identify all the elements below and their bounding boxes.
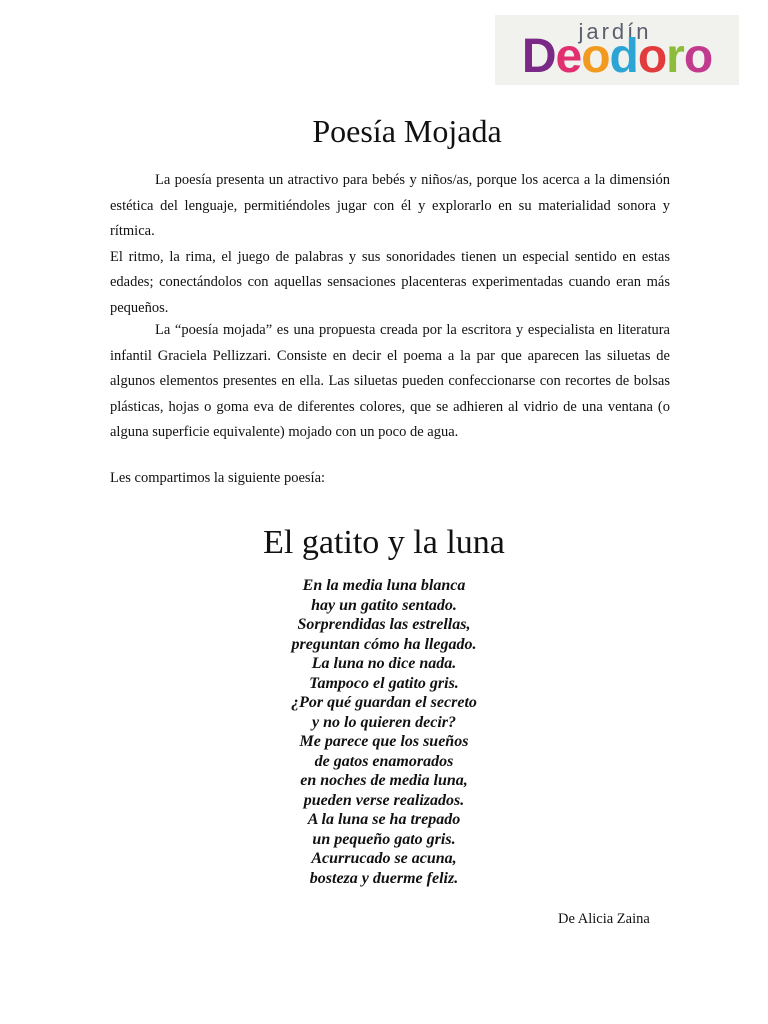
logo-letter: o bbox=[581, 30, 610, 83]
poem-line: un pequeño gato gris. bbox=[312, 830, 456, 848]
poem-line: En la media luna blanca bbox=[302, 577, 466, 594]
poem-line: de gatos enamorados bbox=[314, 752, 454, 770]
poem-line: Acurrucado se acuna, bbox=[311, 850, 457, 867]
poem-title: El gatito y la luna bbox=[263, 524, 505, 561]
poem-line: Me parece que los sueños bbox=[299, 733, 469, 750]
poem-line: en noches de media luna, bbox=[300, 772, 468, 789]
intro-paragraph bbox=[110, 168, 670, 321]
logo-top-text: jardín bbox=[578, 19, 652, 44]
page-title: Poesía Mojada bbox=[312, 113, 502, 149]
logo-letter: o bbox=[637, 30, 667, 83]
logo-letter: D bbox=[521, 30, 556, 83]
logo-letter: o bbox=[683, 30, 713, 83]
poem-body bbox=[0, 576, 768, 888]
logo-letter: d bbox=[609, 30, 638, 83]
paragraph-text: El ritmo, la rima, el juego de palabras y sus sonoridades tienen un especial sentido en estas edades; conectándolos con aquellas sensaciones placenteras experimentadas cuando eran más pequeños. bbox=[110, 248, 670, 316]
poem-line: hay un gatito sentado. bbox=[311, 596, 457, 614]
share-line: Les compartimos la siguiente poesía: bbox=[110, 470, 326, 486]
poem-line: y no lo quieren decir? bbox=[312, 713, 456, 731]
logo-letter: e bbox=[555, 30, 582, 83]
paragraph-text: La poesía presenta un atractivo para bebés y niños/as, porque los acerca a la dimensión estética del lenguaje, permitiéndoles jugar con él y explorarlo en su materialidad sonora y rítmica. bbox=[110, 172, 670, 239]
logo-letter: r bbox=[666, 30, 684, 83]
poem-line: La luna no dice nada. bbox=[311, 655, 457, 672]
description-paragraph bbox=[110, 318, 670, 446]
school-logo bbox=[495, 15, 739, 85]
poem-line: A la luna se ha trepado bbox=[307, 811, 461, 828]
poem-line: preguntan cómo ha llegado. bbox=[291, 635, 477, 653]
poem-author: De Alicia Zaina bbox=[558, 911, 650, 927]
poem-line: Tampoco el gatito gris. bbox=[309, 674, 459, 692]
poem-line: pueden verse realizados. bbox=[303, 791, 465, 809]
poem-line: bosteza y duerme feliz. bbox=[309, 869, 459, 887]
poem-line: Sorprendidas las estrellas, bbox=[297, 616, 471, 633]
poem-line: ¿Por qué guardan el secreto bbox=[291, 694, 477, 711]
paragraph-text: La “poesía mojada” es una propuesta creada por la escritora y especialista en literatura infantil Graciela Pellizzari. Consiste en decir el poema a la par que aparecen las siluetas de algunos elementos presentes en ella. Las siluetas pueden confeccionarse con recortes de bolsas plásticas, hojas o goma eva de diferentes colores, que se adhieren al vidrio de una ventana (o alguna superficie equivalente) mojado con un poco de agua. bbox=[110, 322, 670, 440]
